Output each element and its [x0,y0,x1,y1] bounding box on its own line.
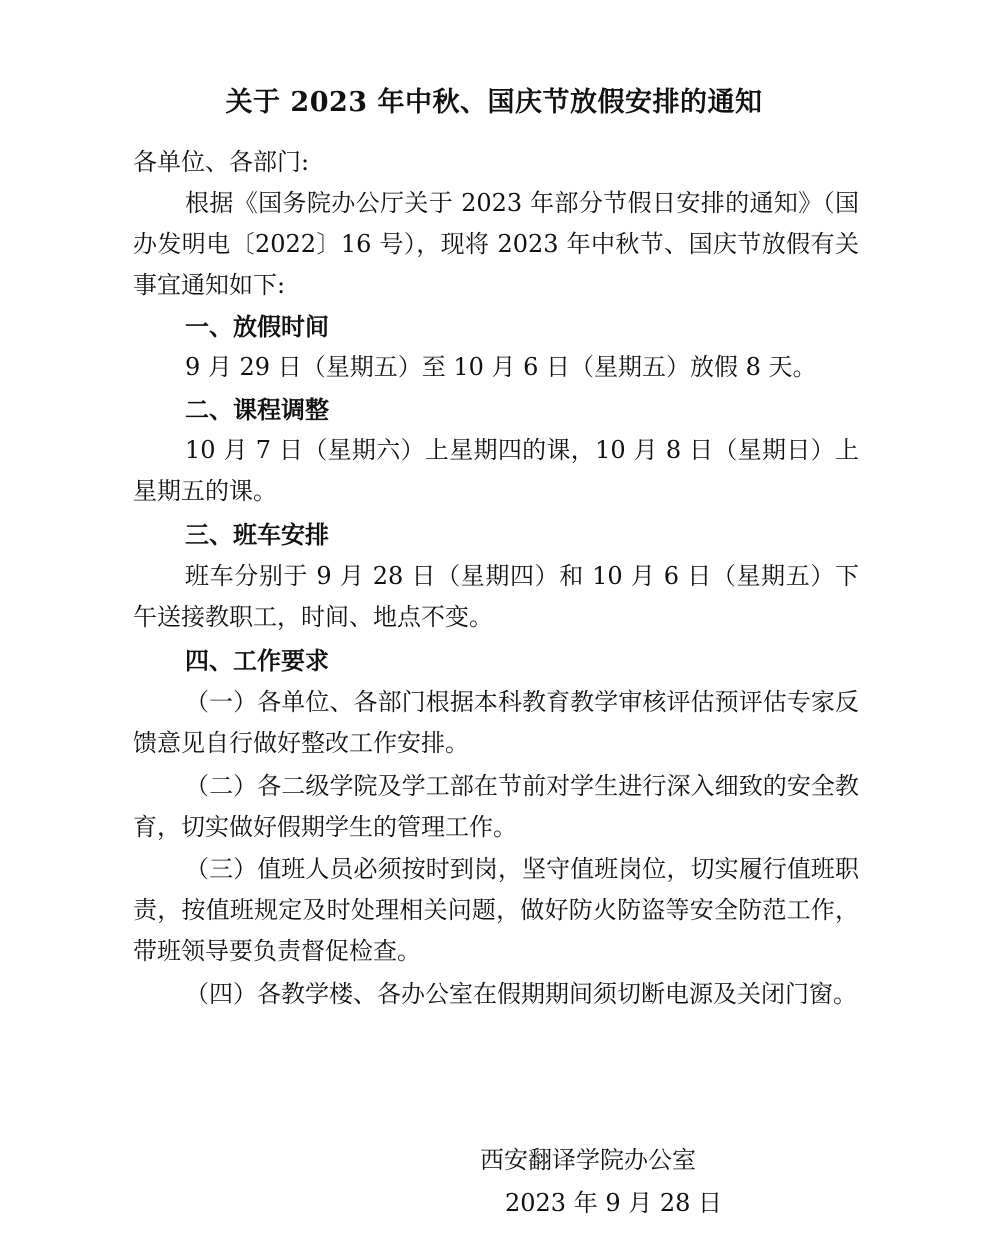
holiday-time-text: 9 月 29 日（星期五）至 10 月 6 日（星期五）放假 8 天。 [185,353,817,381]
section-heading-holiday-time: 一、放假时间 [185,312,329,341]
section-heading-course-adjustment: 二、课程调整 [185,395,329,424]
issuing-office: 西安翻译学院办公室 [480,1146,696,1174]
issue-date: 2023 年 9 月 28 日 [505,1189,723,1217]
shuttle-bus-text: 班车分别于 9 月 28 日（星期四）和 10 月 6 日（星期五）下午送接教职工，时间、地点不变。 [133,562,859,631]
section-heading-work-requirements: 四、工作要求 [185,646,329,675]
requirement-item-3: （三）值班人员必须按时到岗，坚守值班岗位，切实履行值班职责，按值班规定及时处理相关问题，做好防火防盗等安全防范工作，带班领导要负责督促检查。 [133,855,859,965]
intro-paragraph: 根据《国务院办公厅关于 2023 年部分节假日安排的通知》（国办发明电〔2022〕16 号），现将 2023 年中秋节、国庆节放假有关事宜通知如下: [133,189,859,299]
salutation: 各单位、各部门: [133,148,310,176]
requirement-item-1: （一）各单位、各部门根据本科教育教学审核评估预评估专家反馈意见自行做好整改工作安排。 [133,688,859,757]
course-adjustment-text: 10 月 7 日（星期六）上星期四的课，10 月 8 日（星期日）上星期五的课。 [133,436,859,505]
section-heading-shuttle-bus: 三、班车安排 [185,520,329,549]
requirement-item-4: （四）各教学楼、各办公室在假期期间须切断电源及关闭门窗。 [185,980,857,1008]
page-title: 关于 2023 年中秋、国庆节放假安排的通知 [225,87,763,118]
requirement-item-2: （二）各二级学院及学工部在节前对学生进行深入细致的安全教育，切实做好假期学生的管理工作。 [133,772,859,841]
